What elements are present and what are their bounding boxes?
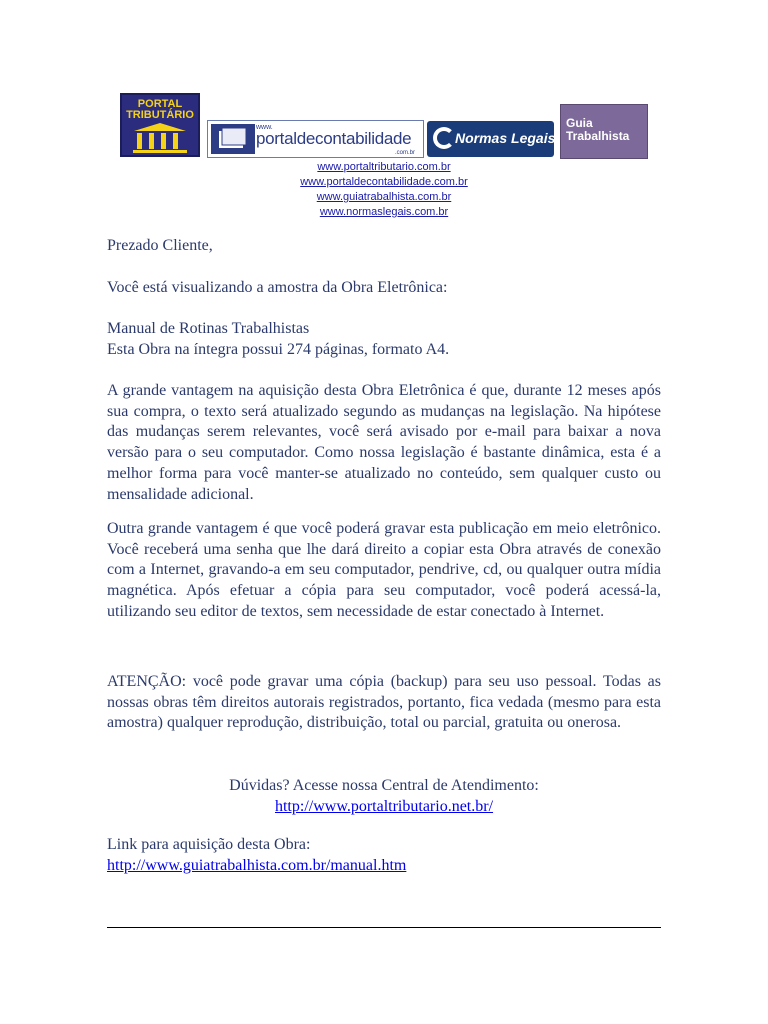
work-details bbox=[107, 319, 661, 360]
work-title: Manual de Rotinas Trabalhistas bbox=[107, 320, 310, 337]
footer-rule bbox=[107, 927, 661, 928]
paragraph-update-advantage: A grande vantagem na aquisição desta Obra Eletrônica é que, durante 12 meses após sua compra, o texto será atualizado segundo as mudanças na legislação. Na hipótese das mudanças serem relevantes, você será avisado por e-mail para baixar a nova versão para o seu computador. Como nossa legislação é bastante dinâmica, esta é a melhor forma para você manter-se atualizado no conteúdo, sem qualquer custo ou mensalidade adicional. bbox=[107, 382, 661, 503]
portal-contabilidade-tld: .com.br bbox=[394, 150, 415, 156]
portal-tributario-logo-line1: PORTAL bbox=[137, 98, 183, 110]
normas-legais-label: Normas Legais bbox=[455, 130, 556, 146]
support-link[interactable]: http://www.portaltributario.net.br/ bbox=[274, 798, 494, 815]
swoosh-icon bbox=[433, 127, 455, 149]
guia-trabalhista-logo bbox=[560, 104, 648, 159]
guia-trabalhista-line2: Trabalhista bbox=[566, 129, 630, 143]
portal-contabilidade-name: portaldecontabilidade bbox=[256, 129, 412, 148]
intro-line: Você está visualizando a amostra da Obra Eletrônica: bbox=[107, 279, 448, 296]
portal-tributario-logo-line2: TRIBUTÁRIO bbox=[126, 109, 194, 121]
link-portaldecontabilidade[interactable]: www.portaldecontabilidade.com.br bbox=[300, 176, 468, 188]
purchase-link[interactable]: http://www.guiatrabalhista.com.br/manual.htm bbox=[107, 857, 407, 874]
link-portaltributario[interactable]: www.portaltributario.com.br bbox=[317, 161, 451, 173]
portal-contabilidade-logo bbox=[207, 120, 424, 158]
purchase-label: Link para aquisição desta Obra: bbox=[107, 836, 311, 853]
guia-trabalhista-line1: Guia bbox=[566, 116, 593, 130]
link-guiatrabalhista[interactable]: www.guiatrabalhista.com.br bbox=[316, 191, 452, 203]
normas-legais-logo bbox=[427, 121, 554, 157]
doubts-link-line bbox=[0, 797, 768, 818]
purchase-link-line bbox=[107, 856, 661, 877]
website-links bbox=[0, 160, 768, 220]
portal-contabilidade-www: www. bbox=[256, 124, 273, 131]
folder-icon bbox=[211, 124, 255, 154]
work-info: Esta Obra na íntegra possui 274 páginas, formato A4. bbox=[107, 340, 450, 358]
doubts-text: Dúvidas? Acesse nossa Central de Atendimento: bbox=[229, 777, 539, 794]
pillars-icon bbox=[130, 123, 190, 153]
paragraph-attention-notice: ATENÇÃO: você pode gravar uma cópia (backup) para seu uso pessoal. Todas as nossas obras têm direitos autorais registrados, portanto, fica vedada (mesmo para esta amostra) qualquer reprodução, distribuição, total ou parcial, gratuita ou onerosa. bbox=[107, 673, 661, 732]
portal-tributario-logo bbox=[120, 93, 200, 157]
greeting: Prezado Cliente, bbox=[107, 237, 213, 254]
link-normaslegais[interactable]: www.normaslegais.com.br bbox=[319, 206, 449, 218]
paragraph-electronic-copy: Outra grande vantagem é que você poderá gravar esta publicação em meio eletrônico. Você receberá uma senha que lhe dará direito a copiar esta Obra através de conexão com a Internet, gravando-a em seu computador, pendrive, cd, ou qualquer outra mídia magnética. Após efetuar a cópia para seu computador, você poderá acessá-la, utilizando seu editor de textos, sem necessidade de estar conectado à Internet. bbox=[107, 520, 661, 620]
